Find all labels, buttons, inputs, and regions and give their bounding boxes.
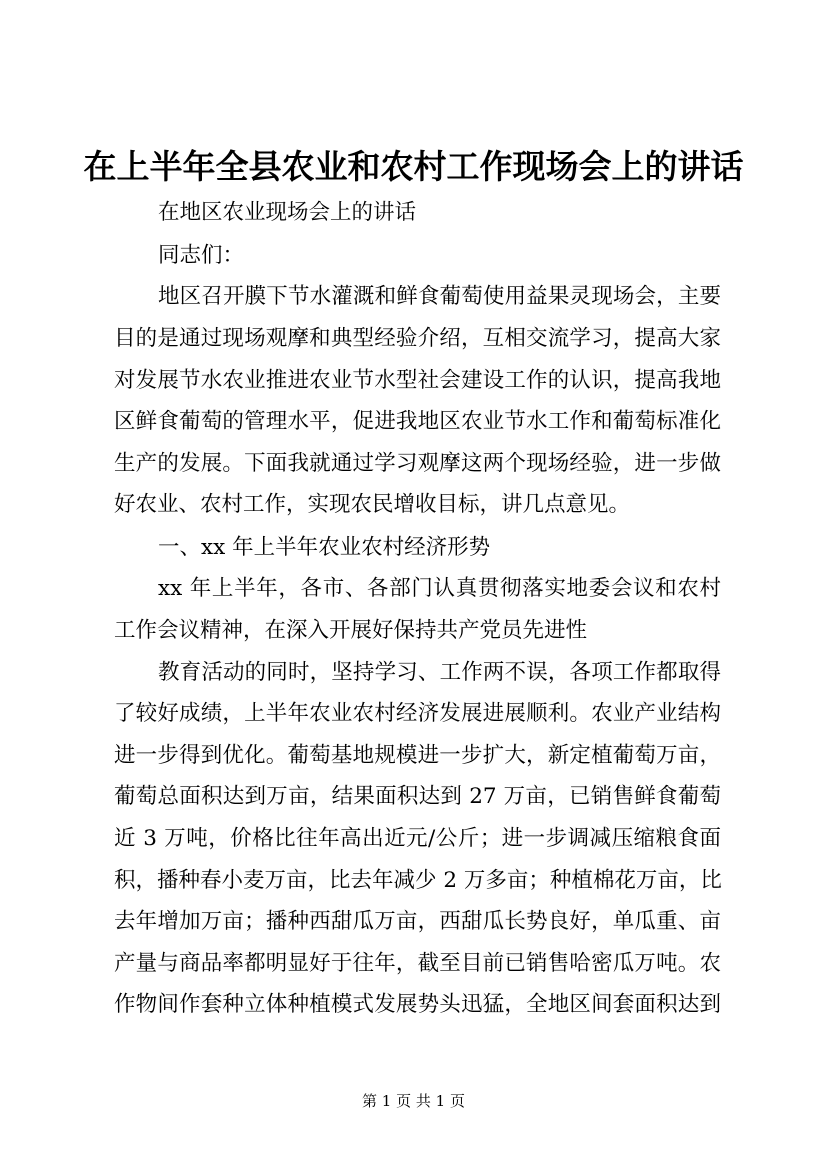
paragraph-line: 作物间作套种立体种植模式发展势头迅猛，全地区间套面积达到 — [114, 992, 721, 1017]
paragraph-line: 了较好成绩，上半年农业农村经济发展进展顺利。农业产业结构 — [114, 701, 721, 726]
paragraph-line: 对发展节水农业推进农业节水型社会建设工作的认识，提高我地 — [114, 368, 721, 393]
paragraph-line: 工作会议精神，在深入开展好保持共产党员先进性 — [114, 618, 588, 643]
paragraph-line: 好农业、农村工作，实现农民增收目标，讲几点意见。 — [114, 492, 631, 517]
subtitle-line: 在地区农业现场会上的讲话 — [158, 200, 417, 225]
paragraph-line: 积，播种春小麦万亩，比去年减少 2 万多亩；种植棉花万亩，比 — [114, 868, 722, 893]
page-footer: 第 1 页 共 1 页 — [362, 1092, 465, 1110]
salutation-line: 同志们： — [158, 243, 245, 268]
document-title: 在上半年全县农业和农村工作现场会上的讲话 — [83, 147, 744, 186]
paragraph-line: 葡萄总面积达到万亩，结果面积达到 27 万亩，已销售鲜食葡萄 — [114, 784, 721, 809]
paragraph-line: 教育活动的同时，坚持学习、工作两不误，各项工作都取得 — [158, 660, 721, 685]
paragraph-line: 产量与商品率都明显好于往年，截至目前已销售哈密瓜万吨。农 — [114, 951, 721, 976]
section-heading: 一、xx 年上半年农业农村经济形势 — [158, 535, 491, 560]
paragraph-line: 区鲜食葡萄的管理水平，促进我地区农业节水工作和葡萄标准化 — [114, 409, 721, 434]
paragraph-line: 去年增加万亩；播种西甜瓜万亩，西甜瓜长势良好，单瓜重、亩 — [114, 909, 721, 934]
paragraph-line: 生产的发展。下面我就通过学习观摩这两个现场经验，进一步做 — [114, 451, 721, 476]
paragraph-line: 进一步得到优化。葡萄基地规模进一步扩大，新定植葡萄万亩， — [114, 743, 721, 768]
paragraph-line: 近 3 万吨，价格比往年高出近元/公斤；进一步调减压缩粮食面 — [114, 826, 721, 851]
paragraph-line: 地区召开膜下节水灌溉和鲜食葡萄使用益果灵现场会，主要 — [158, 284, 721, 309]
paragraph-line: xx 年上半年，各市、各部门认真贯彻落实地委会议和农村 — [158, 576, 721, 601]
paragraph-line: 目的是通过现场观摩和典型经验介绍，互相交流学习，提高大家 — [114, 326, 721, 351]
